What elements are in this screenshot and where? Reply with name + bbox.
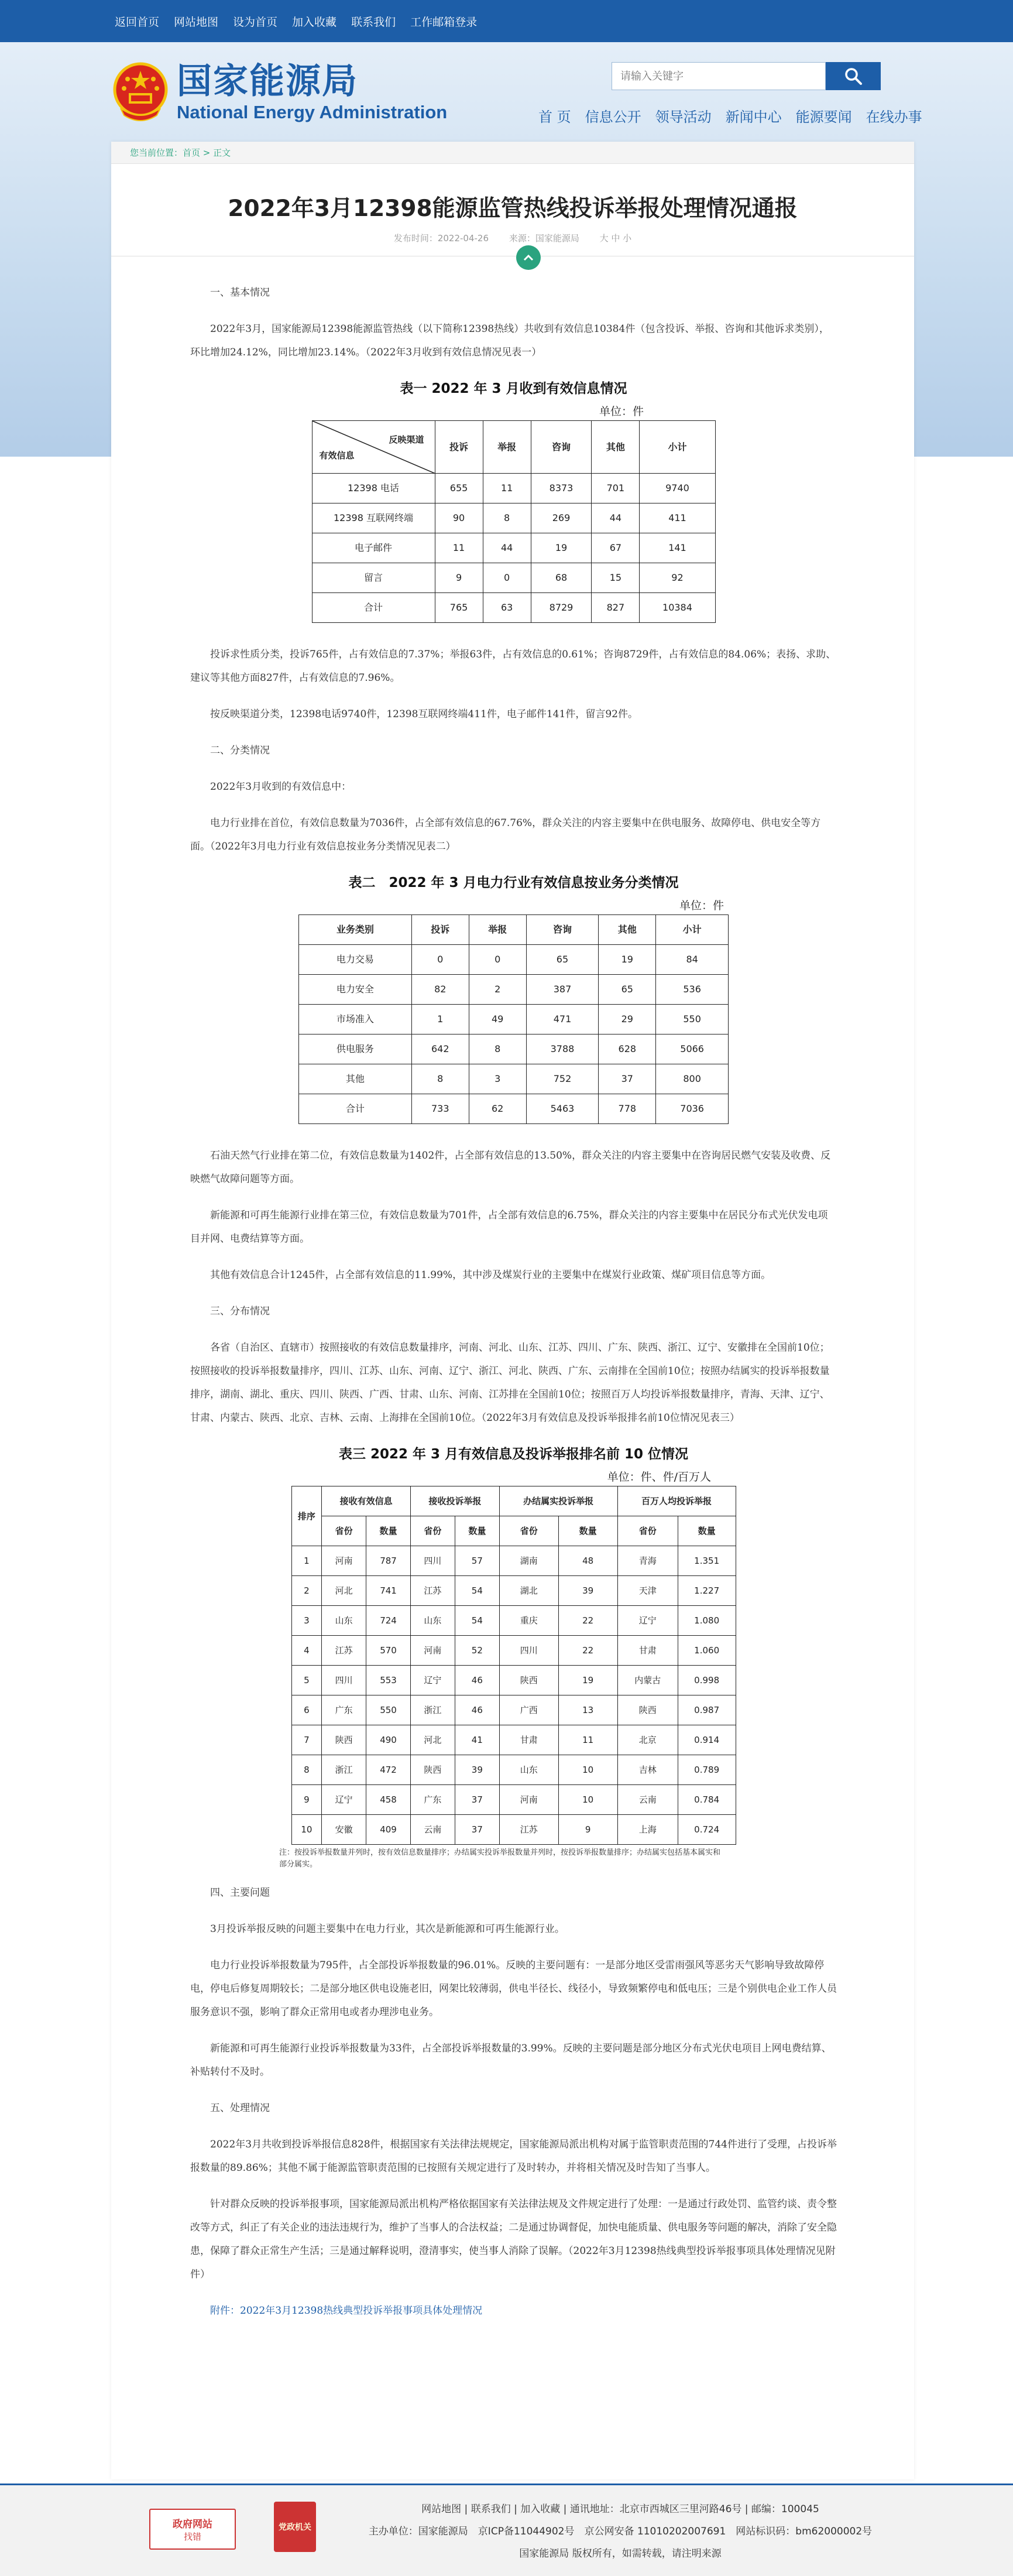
article-meta [111, 232, 914, 244]
table-cell: 44 [483, 533, 531, 563]
top-link-contact[interactable]: 联系我们 [351, 15, 396, 29]
table-row [312, 533, 715, 563]
table-cell: 5066 [656, 1034, 729, 1064]
table-cell: 9740 [640, 474, 715, 503]
table3-sub-header-cell: 省份 [617, 1516, 678, 1546]
table-cell: 765 [435, 593, 483, 623]
search-bar [612, 62, 881, 90]
section-heading: 三、分布情况 [210, 1306, 270, 1317]
table-cell: 吉林 [617, 1755, 678, 1785]
top-bar [0, 0, 1013, 42]
table-cell: 四川 [322, 1666, 366, 1695]
table-cell: 37 [455, 1785, 499, 1815]
table-cell: 22 [558, 1606, 617, 1636]
table-cell: 4 [291, 1636, 322, 1666]
search-icon [843, 66, 863, 86]
table-cell: 河北 [322, 1576, 366, 1606]
table-cell: 广东 [322, 1695, 366, 1725]
paragraph: 电力行业投诉举报数量为795件，占全部投诉举报数量的96.01%。反映的主要问题有：一是部分地区受雷雨强风等恶劣天气影响导致故障停电，停电后修复周期较长；二是部分地区供电设施老旧，网架比较薄弱，供电半径长、线径小，导致频繁停电和低电压；三是个别供电企业工作人员服务意识不强，影响了群众正常用电或者办理涉电业务。 [190, 1960, 837, 2018]
table2-header-row [299, 915, 729, 945]
table-cell: 90 [435, 503, 483, 533]
table3-group-header-cell: 接收有效信息 [322, 1486, 411, 1516]
table3-body [291, 1546, 736, 1845]
table-cell: 490 [366, 1725, 411, 1755]
table-cell: 0.998 [678, 1666, 736, 1695]
table-cell: 49 [469, 1005, 526, 1034]
table3-sub-header-cell: 省份 [411, 1516, 455, 1546]
footer-copyright: 国家能源局 版权所有，如需转载，请注明来源 [519, 2548, 722, 2560]
table1-body [312, 474, 715, 623]
section-heading: 五、处理情况 [210, 2102, 270, 2114]
table3-group-header [291, 1486, 736, 1516]
table-cell: 12398 电话 [312, 474, 435, 503]
table2-unit: 单位：件 [679, 899, 724, 912]
table-cell: 92 [640, 563, 715, 593]
logo-english-name: National Energy Administration [177, 102, 448, 122]
table-cell: 52 [455, 1636, 499, 1666]
table-cell: 141 [640, 533, 715, 563]
table-cell: 741 [366, 1576, 411, 1606]
paragraph: 电力行业排在首位，有效信息数量为7036件，占全部有效信息的67.76%，群众关注的内容主要集中在供电服务、故障停电、供电安全等方面。（2022年3月电力行业有效信息按业务分类情况见表二） [190, 817, 821, 852]
table-cell: 536 [656, 975, 729, 1005]
table-cell: 269 [531, 503, 592, 533]
table-cell: 9 [558, 1815, 617, 1845]
nav-online-service[interactable]: 在线办事 [866, 109, 922, 125]
table2-col-header: 其他 [599, 915, 656, 945]
table-cell: 浙江 [411, 1695, 455, 1725]
table-cell: 广西 [499, 1695, 558, 1725]
table-cell: 2 [469, 975, 526, 1005]
table-cell: 409 [366, 1815, 411, 1845]
table-cell: 青海 [617, 1546, 678, 1576]
table3-sub-header-cell: 数量 [455, 1516, 499, 1546]
paragraph: 新能源和可再生能源行业投诉举报数量为33件，占全部投诉举报数量的3.99%。反映的主要问题是部分地区分布式光伏电项目上网电费结算、补贴转付不及时。 [190, 2043, 832, 2078]
top-link-home[interactable]: 返回首页 [115, 15, 160, 29]
collapse-toggle[interactable] [516, 245, 541, 270]
table-cell: 550 [656, 1005, 729, 1034]
table-cell: 辽宁 [411, 1666, 455, 1695]
table-row [291, 1725, 736, 1755]
footer-sponsor-line: 主办单位：国家能源局 京ICP备11044902号 京公网安备 11010202007691 网站标识码：bm62000002号 [368, 2526, 873, 2537]
table-row [291, 1576, 736, 1606]
corner-top-label: 反映渠道 [389, 434, 424, 445]
table-cell: 471 [526, 1005, 599, 1034]
table-cell: 827 [592, 593, 640, 623]
table-cell: 湖北 [499, 1576, 558, 1606]
table-cell: 57 [455, 1546, 499, 1576]
table-cell: 辽宁 [617, 1606, 678, 1636]
nav-energy-news[interactable]: 能源要闻 [795, 109, 852, 125]
table-cell: 合计 [299, 1094, 412, 1124]
table-row [291, 1695, 736, 1725]
table1 [312, 420, 716, 623]
table-cell: 市场准入 [299, 1005, 412, 1034]
table-cell: 67 [592, 533, 640, 563]
table-cell: 9 [291, 1785, 322, 1815]
table-cell: 河南 [499, 1785, 558, 1815]
table-cell: 44 [592, 503, 640, 533]
table3-sub-header-cell: 数量 [558, 1516, 617, 1546]
table-cell: 8729 [531, 593, 592, 623]
table-cell: 11 [435, 533, 483, 563]
table-cell: 12398 互联网终端 [312, 503, 435, 533]
table-cell: 1.227 [678, 1576, 736, 1606]
site-header [0, 42, 1013, 142]
table-cell: 65 [599, 975, 656, 1005]
top-link-mail[interactable]: 工作邮箱登录 [410, 15, 478, 29]
table-cell: 15 [592, 563, 640, 593]
table-cell: 19 [558, 1666, 617, 1695]
table-cell: 陕西 [617, 1695, 678, 1725]
table-row [312, 474, 715, 503]
section-heading: 一、基本情况 [210, 287, 270, 299]
table3 [291, 1486, 736, 1845]
table-row [299, 945, 729, 975]
table-cell: 合计 [312, 593, 435, 623]
nav-news[interactable]: 新闻中心 [725, 109, 782, 125]
table-cell: 陕西 [411, 1755, 455, 1785]
gov-site-error-badge[interactable] [149, 2509, 236, 2550]
table-cell: 733 [411, 1094, 469, 1124]
table-cell: 10384 [640, 593, 715, 623]
table-cell: 陕西 [322, 1725, 366, 1755]
table-cell: 0.784 [678, 1785, 736, 1815]
table-row [291, 1666, 736, 1695]
top-link-sethome[interactable]: 设为首页 [233, 15, 278, 29]
paragraph: 新能源和可再生能源行业排在第三位，有效信息数量为701件，占全部有效信息的6.75%，群众关注的内容主要集中在居民分布式光伏发电项目并网、电费结算等方面。 [190, 1210, 828, 1245]
table-cell: 5463 [526, 1094, 599, 1124]
table3-sub-header-cell: 数量 [678, 1516, 736, 1546]
table-row [312, 593, 715, 623]
table-cell: 供电服务 [299, 1034, 412, 1064]
table-cell: 46 [455, 1666, 499, 1695]
article-title: 2022年3月12398能源监管热线投诉举报处理情况通报 [228, 196, 798, 222]
table-cell: 570 [366, 1636, 411, 1666]
table-cell: 8 [469, 1034, 526, 1064]
table-cell: 山东 [411, 1606, 455, 1636]
table-cell: 2 [291, 1576, 322, 1606]
table-cell: 655 [435, 474, 483, 503]
table-cell: 3788 [526, 1034, 599, 1064]
table-cell: 9 [435, 563, 483, 593]
footer-text [328, 2498, 913, 2565]
table-cell: 浙江 [322, 1755, 366, 1785]
table-cell: 辽宁 [322, 1785, 366, 1815]
table-cell: 1.080 [678, 1606, 736, 1636]
corner-bottom-label: 有效信息 [319, 450, 355, 461]
site-logo[interactable] [112, 61, 447, 123]
table-row [291, 1636, 736, 1666]
search-button[interactable] [826, 62, 881, 90]
logo-chinese-name: 国家能源局 [177, 61, 358, 102]
table-cell: 19 [599, 945, 656, 975]
table-cell: 重庆 [499, 1606, 558, 1636]
nav-info[interactable]: 信息公开 [585, 109, 641, 125]
table-cell: 0.724 [678, 1815, 736, 1845]
table2 [298, 914, 729, 1124]
table-cell: 10 [558, 1785, 617, 1815]
table-cell: 387 [526, 975, 599, 1005]
table-row [291, 1785, 736, 1815]
top-link-sitemap[interactable]: 网站地图 [174, 15, 219, 29]
paragraph: 投诉求性质分类，投诉765件，占有效信息的7.37%；举报63件，占有效信息的0.61%；咨询8729件，占有效信息的84.06%；表扬、求助、建议等其他方面827件，占有效信息的7.96%。 [190, 649, 836, 684]
badge2-label: 党政机关 [279, 2523, 311, 2532]
table-cell: 82 [411, 975, 469, 1005]
table3-rank-header: 排序 [291, 1486, 322, 1546]
table-cell: 54 [455, 1576, 499, 1606]
table-cell: 10 [291, 1815, 322, 1845]
badge1-subtitle: 找错 [183, 2532, 201, 2542]
table-cell: 3 [291, 1606, 322, 1636]
table-cell: 5 [291, 1666, 322, 1695]
table-cell: 电力交易 [299, 945, 412, 975]
article-body [190, 281, 837, 2335]
table-row [299, 975, 729, 1005]
table-cell: 0 [469, 945, 526, 975]
table-cell: 陕西 [499, 1666, 558, 1695]
table3-unit: 单位：件、件/百万人 [607, 1471, 711, 1484]
table-cell: 411 [640, 503, 715, 533]
paragraph: 3月投诉举报反映的问题主要集中在电力行业，其次是新能源和可再生能源行业。 [210, 1923, 565, 1935]
publish-date: 发布时间：2022-04-26 [393, 233, 489, 244]
table2-title: 表二 2022 年 3 月电力行业有效信息按业务分类情况 [348, 875, 679, 890]
table-cell: 1 [411, 1005, 469, 1034]
table3-note: 注：按投诉举报数量并列时，按有效信息数量排序；办结属实投诉举报数量并列时，按投诉举报数量排序；办结属实包括基本属实和部分属实。 [279, 1848, 721, 1869]
table-cell: 8 [483, 503, 531, 533]
table-cell: 0.914 [678, 1725, 736, 1755]
table-cell: 1.351 [678, 1546, 736, 1576]
table2-col-header: 举报 [469, 915, 526, 945]
table-cell: 6 [291, 1695, 322, 1725]
table-cell: 787 [366, 1546, 411, 1576]
attachment-link[interactable]: 附件：2022年3月12398热线典型投诉举报事项具体处理情况 [210, 2305, 483, 2317]
table-row [299, 1034, 729, 1064]
font-size-switch[interactable]: 大 中 小 [599, 233, 632, 244]
table3-group-header-cell: 办结属实投诉举报 [499, 1486, 617, 1516]
table-cell: 458 [366, 1785, 411, 1815]
table-cell: 7 [291, 1725, 322, 1755]
table-cell: 天津 [617, 1576, 678, 1606]
table-row [299, 1064, 729, 1094]
table-cell: 22 [558, 1636, 617, 1666]
table1-title: 表一 2022 年 3 月收到有效信息情况 [400, 381, 627, 396]
table-cell: 800 [656, 1064, 729, 1094]
table-cell: 8 [291, 1755, 322, 1785]
table-cell: 内蒙古 [617, 1666, 678, 1695]
footer-links-line[interactable]: 网站地图 | 联系我们 | 加入收藏 | 通讯地址：北京市西城区三里河路46号 | 邮编：100045 [421, 2503, 819, 2515]
table2-col-header: 咨询 [526, 915, 599, 945]
table-row [312, 563, 715, 593]
site-footer [0, 2483, 1013, 2576]
table-row [291, 1755, 736, 1785]
table-row [299, 1094, 729, 1124]
table-cell: 电子邮件 [312, 533, 435, 563]
table1-col-header: 其他 [592, 421, 640, 474]
table-cell: 39 [455, 1755, 499, 1785]
table-cell: 63 [483, 593, 531, 623]
table-cell: 河南 [322, 1546, 366, 1576]
table2-col-header: 小计 [656, 915, 729, 945]
table-cell: 河北 [411, 1725, 455, 1755]
article-container [111, 142, 914, 2479]
table-cell: 广东 [411, 1785, 455, 1815]
table-cell: 四川 [499, 1636, 558, 1666]
main-nav [538, 105, 936, 126]
paragraph: 按反映渠道分类，12398电话9740件，12398互联网终端411件，电子邮件141件，留言92件。 [210, 708, 638, 720]
top-link-favorite[interactable]: 加入收藏 [292, 15, 337, 29]
national-emblem-icon [112, 61, 169, 122]
paragraph: 2022年3月收到的有效信息中： [210, 781, 352, 793]
table1-col-header: 小计 [640, 421, 715, 474]
table-cell: 云南 [411, 1815, 455, 1845]
table-cell: 29 [599, 1005, 656, 1034]
table3-sub-header-cell: 数量 [366, 1516, 411, 1546]
table3-group-header-cell: 接收投诉举报 [411, 1486, 500, 1516]
table-cell: 甘肃 [617, 1636, 678, 1666]
table-cell: 48 [558, 1546, 617, 1576]
table-cell: 0 [411, 945, 469, 975]
paragraph: 石油天然气行业排在第二位，有效信息数量为1402件，占全部有效信息的13.50%，群众关注的内容主要集中在咨询居民燃气安装及收费、反映燃气故障问题等方面。 [190, 1150, 831, 1185]
table2-body [299, 945, 729, 1124]
table3-title: 表三 2022 年 3 月有效信息及投诉举报排名前 10 位情况 [338, 1447, 689, 1462]
table-cell: 其他 [299, 1064, 412, 1094]
table-row [312, 503, 715, 533]
paragraph: 2022年3月，国家能源局12398能源监管热线（以下简称12398热线）共收到有效信息10384件（包含投诉、举报、咨询和其他诉求类别），环比增加24.12%，同比增加23.14%。（2022年3月收到有效信息情况见表一） [190, 323, 829, 358]
table-cell: 472 [366, 1755, 411, 1785]
table3-group-header-cell: 百万人均投诉举报 [617, 1486, 736, 1516]
table1-unit: 单位：件 [599, 405, 644, 418]
section-heading: 四、主要问题 [210, 1887, 270, 1899]
paragraph: 各省（自治区、直辖市）按照接收的有效信息数量排序，河南、河北、山东、江苏、四川、广东、陕西、浙江、辽宁、安徽排在全国前10位；按照接收的投诉举报数量排序，四川、江苏、山东、河南、辽宁、浙江、河北、陕西、广东、云南排在全国前10位；按照办结属实的投诉举报数量排序，湖南、湖北、重庆、四川、陕西、广西、甘肃、山东、河南、江苏排在全国前10位；按照百万人均投诉举报数量排序，青海、天津、辽宁、甘肃、内蒙古、陕西、北京、吉林、云南、上海排在全国前10位。（2022年3月有效信息及投诉举报排名前10位情况见表三） [190, 1342, 830, 1424]
table3-sub-header [291, 1516, 736, 1546]
table-cell: 0.987 [678, 1695, 736, 1725]
table1-col-header: 投诉 [435, 421, 483, 474]
table-row [291, 1606, 736, 1636]
table-cell: 11 [558, 1725, 617, 1755]
article-source: 来源：国家能源局 [509, 233, 579, 244]
table-cell: 北京 [617, 1725, 678, 1755]
table3-sub-header-cell: 省份 [499, 1516, 558, 1546]
table-cell: 8 [411, 1064, 469, 1094]
table-cell: 553 [366, 1666, 411, 1695]
party-gov-badge[interactable] [274, 2502, 316, 2552]
table-cell: 8373 [531, 474, 592, 503]
table-cell: 46 [455, 1695, 499, 1725]
table-cell: 37 [455, 1815, 499, 1845]
nav-home[interactable]: 首 页 [538, 109, 571, 125]
table-row [291, 1546, 736, 1576]
table3-sub-header-cell: 省份 [322, 1516, 366, 1546]
table-cell: 13 [558, 1695, 617, 1725]
table-cell: 3 [469, 1064, 526, 1094]
table-cell: 41 [455, 1725, 499, 1755]
table-cell: 778 [599, 1094, 656, 1124]
table-cell: 四川 [411, 1546, 455, 1576]
table-cell: 电力安全 [299, 975, 412, 1005]
table-cell: 68 [531, 563, 592, 593]
nav-leaders[interactable]: 领导活动 [655, 109, 712, 125]
table-cell: 江苏 [499, 1815, 558, 1845]
table-cell: 0.789 [678, 1755, 736, 1785]
table-cell: 11 [483, 474, 531, 503]
table-cell: 江苏 [322, 1636, 366, 1666]
table-cell: 37 [599, 1064, 656, 1094]
search-input[interactable] [612, 62, 826, 90]
table-cell: 19 [531, 533, 592, 563]
table-cell: 54 [455, 1606, 499, 1636]
badge1-title: 政府网站 [173, 2519, 212, 2530]
table-cell: 62 [469, 1094, 526, 1124]
breadcrumb[interactable]: 您当前位置：首页 > 正文 [111, 142, 914, 164]
table-cell: 724 [366, 1606, 411, 1636]
table1-col-header: 咨询 [531, 421, 592, 474]
table-cell: 甘肃 [499, 1725, 558, 1755]
section-heading: 二、分类情况 [210, 745, 270, 756]
table-cell: 河南 [411, 1636, 455, 1666]
table-cell: 628 [599, 1034, 656, 1064]
table2-col-header: 投诉 [411, 915, 469, 945]
table2-col-header: 业务类别 [299, 915, 412, 945]
table-cell: 642 [411, 1034, 469, 1064]
table-cell: 84 [656, 945, 729, 975]
paragraph: 其他有效信息合计1245件，占全部有效信息的11.99%，其中涉及煤炭行业的主要集中在煤炭行业政策、煤矿项目信息等方面。 [210, 1269, 771, 1281]
table-cell: 湖南 [499, 1546, 558, 1576]
table-cell: 留言 [312, 563, 435, 593]
table-cell: 江苏 [411, 1576, 455, 1606]
table-cell: 安徽 [322, 1815, 366, 1845]
table-cell: 山东 [322, 1606, 366, 1636]
table-cell: 1 [291, 1546, 322, 1576]
table-cell: 1.060 [678, 1636, 736, 1666]
table-cell: 云南 [617, 1785, 678, 1815]
table-cell: 752 [526, 1064, 599, 1094]
table-row [299, 1005, 729, 1034]
table1-col-header: 举报 [483, 421, 531, 474]
table-cell: 701 [592, 474, 640, 503]
table-cell: 上海 [617, 1815, 678, 1845]
table-cell: 39 [558, 1576, 617, 1606]
table-cell: 7036 [656, 1094, 729, 1124]
paragraph: 针对群众反映的投诉举报事项，国家能源局派出机构严格依据国家有关法律法规及文件规定进行了处理：一是通过行政处罚、监管约谈、责令整改等方式，纠正了有关企业的违法违规行为，维护了当事人的合法权益；二是通过协调督促，加快电能质量、供电服务等问题的解决，消除了安全隐患，保障了群众正常生产生活；三是通过解释说明，澄清事实，使当事人消除了误解。（2022年3月12398热线典型投诉举报事项具体处理情况见附件） [190, 2198, 837, 2280]
table-row [291, 1815, 736, 1845]
table1-corner-header [312, 421, 435, 474]
paragraph: 2022年3月共收到投诉举报信息828件，根据国家有关法律法规规定，国家能源局派出机构对属于监管职责范围的744件进行了受理，占投诉举报数量的89.86%；其他不属于能源监管职责范围的已按照有关规定进行了及时转办，并将相关情况及时告知了当事人。 [190, 2139, 837, 2174]
chevron-up-icon [523, 254, 534, 262]
table-cell: 550 [366, 1695, 411, 1725]
table-cell: 山东 [499, 1755, 558, 1785]
table-cell: 0 [483, 563, 531, 593]
table-cell: 65 [526, 945, 599, 975]
table-cell: 10 [558, 1755, 617, 1785]
